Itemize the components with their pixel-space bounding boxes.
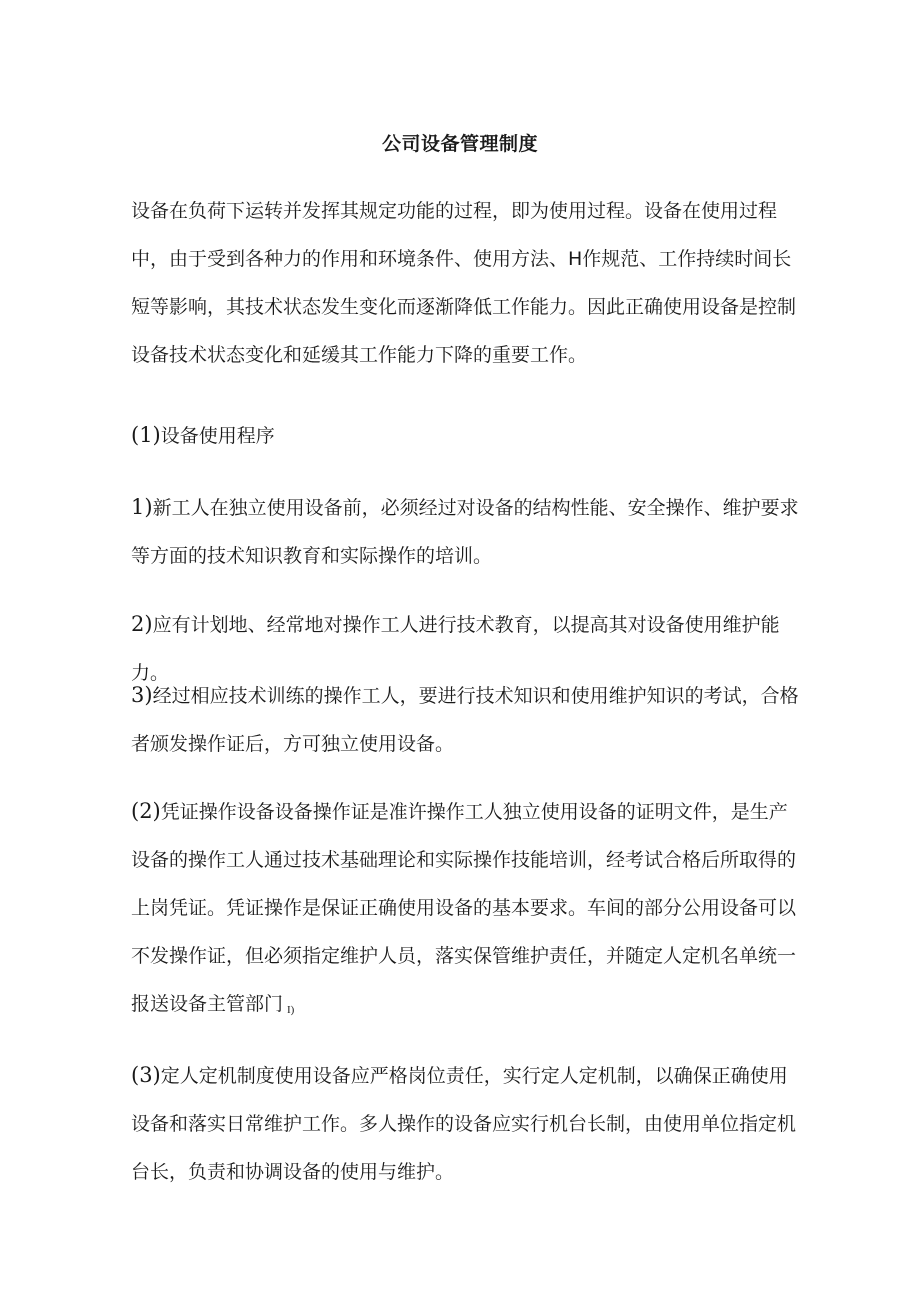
item-1-paragraph [131, 483, 801, 580]
section-3-paragraph [131, 1051, 801, 1196]
item-3-number: 3) [131, 683, 153, 707]
document-title: 公司设备管理制度 [381, 133, 538, 155]
item-1-number: 1) [131, 495, 153, 519]
section-2-text: 凭证操作设备设备操作证是准许操作工人独立使用设备的证明文件，是生产设备的操作工人通过技术基础理论和实际操作技能培训，经考试合格后所取得的上岗凭证。凭证操作是保证正确使用设备的基本要求。车间的部分公用设备可以不发操作证，但必须指定维护人员，落实保管维护责任，并随定人定机名单统一报送设备主管部门 [131, 801, 797, 1015]
item-2-number: 2) [131, 612, 153, 636]
section-1-title: 设备使用程序 [160, 425, 275, 447]
section-2-paragraph [131, 787, 801, 1034]
section-1-number: (1) [131, 423, 161, 447]
item-1-text: 新工人在独立使用设备前，必须经过对设备的结构性能、安全操作、维护要求等方面的技术知识教育和实际操作的培训。 [131, 497, 799, 567]
item-2-text: 应有计划地、经常地对操作工人进行技术教育，以提高其对设备使用维护能力。 [131, 614, 780, 684]
section-3-text: 定人定机制度使用设备应严格岗位责任，实行定人定机制，以确保正确使用设备和落实日常维护工作。多人操作的设备应实行机台长制，由使用单位指定机台长，负责和协调设备的使用与维护。 [131, 1065, 797, 1183]
section-1-heading [131, 411, 801, 460]
section-3-number: (3) [131, 1063, 161, 1087]
intro-paragraph: 设备在负荷下运转并发挥其规定功能的过程，即为使用过程。设备在使用过程中，由于受到各种力的作用和环境条件、使用方法、H作规范、工作持续时间长短等影响，其技术状态发生变化而逐渐降低工作能力。因此正确使用设备是控制设备技术状态变化和延缓其工作能力下降的重要工作。 [131, 200, 797, 366]
item-3-text: 经过相应技术训练的操作工人，要进行技术知识和使用维护知识的考试，合格者颁发操作证后，方可独立使用设备。 [131, 685, 799, 755]
section-2-number: (2) [131, 799, 161, 823]
section-2-note: I) [287, 1004, 295, 1016]
item-3-paragraph [131, 671, 801, 768]
